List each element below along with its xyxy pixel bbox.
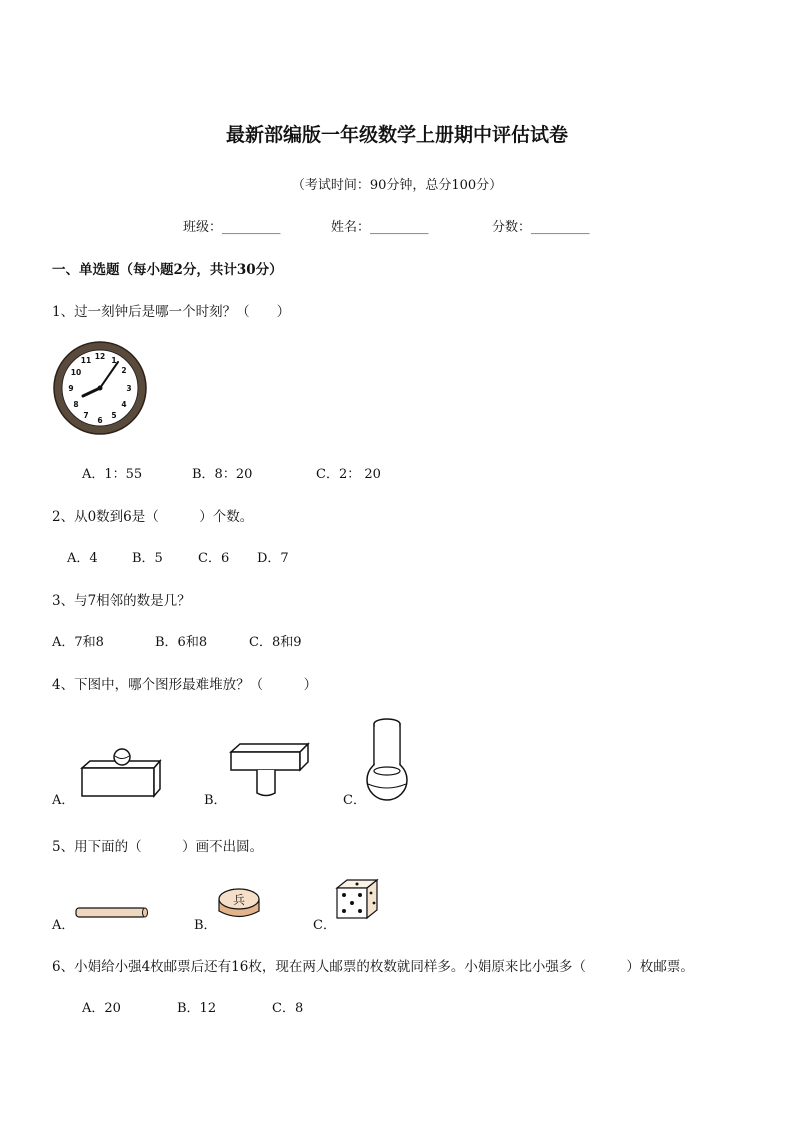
page-title: 最新部编版一年级数学上册期中评估试卷 xyxy=(225,124,568,146)
q3-option-b[interactable]: B．6和8 xyxy=(155,635,208,650)
q5-option-b[interactable]: B． xyxy=(194,918,217,933)
dice-icon xyxy=(333,878,381,922)
clock-number-11: 11 xyxy=(80,356,92,365)
chess-piece-icon xyxy=(214,884,264,924)
section-heading: 一、单选题（每小题2分，共计30分） xyxy=(52,262,283,278)
wall-clock-icon xyxy=(52,340,148,436)
q4-option-a[interactable]: A． xyxy=(52,793,75,808)
q2-option-d[interactable]: D．7 xyxy=(257,551,289,566)
q1-option-b[interactable]: B．8：20 xyxy=(192,467,253,482)
name-field: 姓名：_________ xyxy=(331,220,429,235)
question-2-text: 2、从0数到6是（ ）个数。 xyxy=(52,509,254,525)
q2-option-a[interactable]: A．4 xyxy=(67,551,98,566)
q3-option-c[interactable]: C．8和9 xyxy=(249,635,302,650)
question-3-text: 3、与7相邻的数是几？ xyxy=(52,593,191,609)
clock-number-10: 10 xyxy=(70,368,82,377)
stick-icon xyxy=(74,905,150,921)
q6-option-c[interactable]: C．8 xyxy=(272,1001,304,1016)
clock-number-8: 8 xyxy=(73,400,79,409)
q2-option-c[interactable]: C．6 xyxy=(198,551,230,566)
q1-option-a[interactable]: A．1：55 xyxy=(82,467,143,482)
cylinder-on-ball-icon xyxy=(362,716,412,802)
q6-option-a[interactable]: A．20 xyxy=(82,1001,121,1016)
q6-option-b[interactable]: B．12 xyxy=(177,1001,217,1016)
question-1-text: 1、过一刻钟后是哪一个时刻？（ ） xyxy=(52,304,291,320)
clock-number-6: 6 xyxy=(97,416,103,425)
box-on-cylinder-icon xyxy=(228,740,312,800)
clock-number-9: 9 xyxy=(68,384,74,393)
score-field: 分数：_________ xyxy=(492,220,590,235)
q5-option-a[interactable]: A． xyxy=(52,918,75,933)
question-4-text: 4、下图中，哪个图形最难堆放？（ ） xyxy=(52,677,318,693)
clock-number-4: 4 xyxy=(121,400,127,409)
clock-number-2: 2 xyxy=(121,366,127,375)
q1-option-c[interactable]: C．2： 20 xyxy=(316,467,381,482)
q4-option-c[interactable]: C． xyxy=(343,793,366,808)
class-field: 班级：_________ xyxy=(183,220,281,235)
chess-char: 兵 xyxy=(232,893,246,907)
clock-number-7: 7 xyxy=(83,411,89,420)
question-6-text: 6、小娟给小强4枚邮票后还有16枚，现在两人邮票的枚数就同样多。小娟原来比小强多（ ）枚邮票。 xyxy=(52,959,694,975)
clock-number-12: 12 xyxy=(94,352,106,361)
q4-option-b[interactable]: B． xyxy=(204,793,227,808)
q2-option-b[interactable]: B．5 xyxy=(132,551,163,566)
q5-option-c[interactable]: C． xyxy=(313,918,336,933)
question-5-text: 5、用下面的（ ）画不出圆。 xyxy=(52,839,264,855)
clock-number-3: 3 xyxy=(126,384,132,393)
exam-info: （考试时间：90分钟，总分100分） xyxy=(291,178,503,193)
q3-option-a[interactable]: A．7和8 xyxy=(52,635,104,650)
clock-number-1: 1 xyxy=(111,356,117,365)
clock-number-5: 5 xyxy=(111,411,117,420)
ball-on-box-icon xyxy=(78,748,164,800)
